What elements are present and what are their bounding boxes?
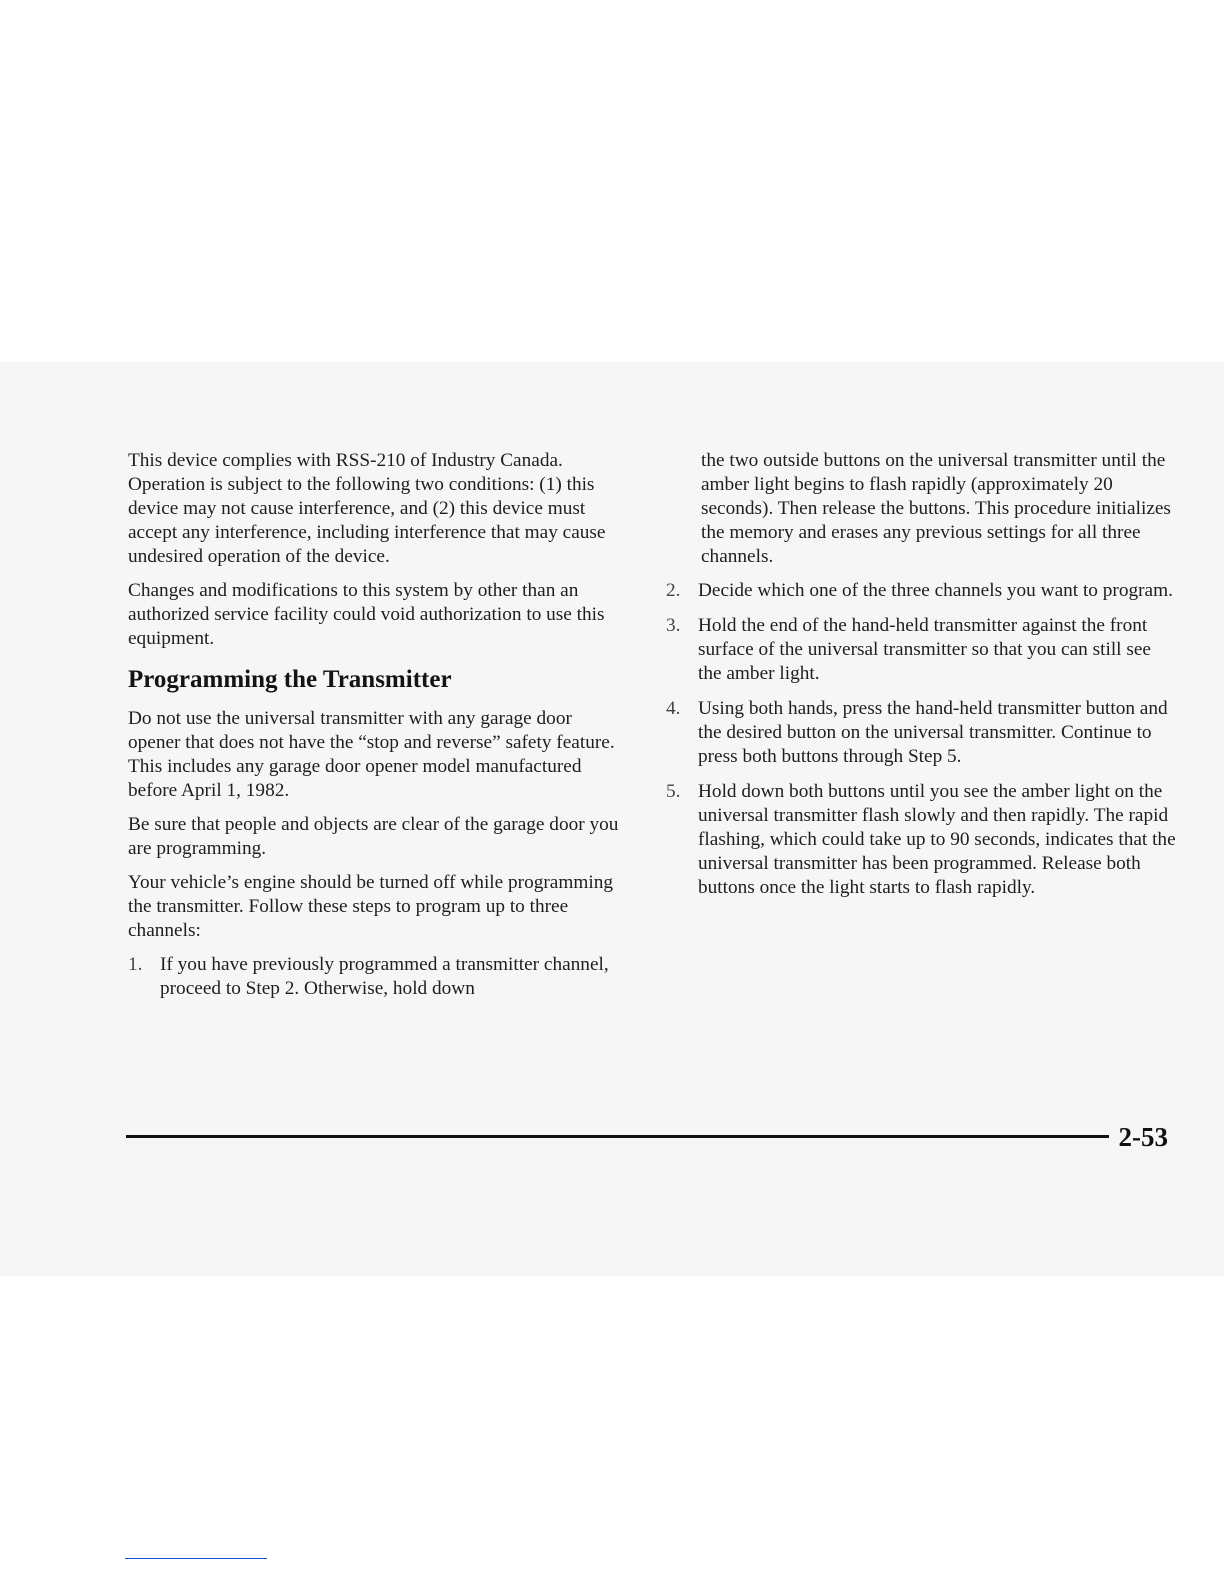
list-item-step-2 bbox=[666, 579, 1176, 603]
engine-off-paragraph: Your vehicle’s engine should be turned off while programming the transmitter. Follow these steps to program up to three channels: bbox=[128, 872, 613, 941]
step-text: If you have previously programmed a transmitter channel, proceed to Step 2. Otherwise, hold down bbox=[160, 954, 609, 999]
step-text: Decide which one of the three channels you want to program. bbox=[698, 580, 1173, 601]
step-number: 5. bbox=[666, 781, 681, 802]
step-text: Hold down both buttons until you see the amber light on the universal transmitter flash slowly and then rapidly. The rapid flashing, which could take up to 90 seconds, indicates that the universal transmitter has been programmed. Release both buttons once the light starts to flash rapidly. bbox=[698, 781, 1176, 898]
step-number: 4. bbox=[666, 698, 681, 719]
right-column bbox=[666, 449, 1176, 911]
section-heading: Programming the Transmitter bbox=[128, 666, 452, 693]
list-item-step-5 bbox=[666, 780, 1176, 900]
step-1-continued-text: the two outside buttons on the universal transmitter until the amber light begins to flash rapidly (approximately 20 seconds). Then release the buttons. This procedure initializes the memory and erases any previous settings for all three channels. bbox=[701, 450, 1171, 567]
clear-garage-paragraph: Be sure that people and objects are clear of the garage door you are programming. bbox=[128, 814, 619, 859]
list-item-step-4 bbox=[666, 697, 1176, 769]
step-text: Hold the end of the hand-held transmitter against the front surface of the universal transmitter so that you can still see the amber light. bbox=[698, 615, 1151, 684]
safety-feature-paragraph: Do not use the universal transmitter with any garage door opener that does not have the “stop and reverse” safety feature. This includes any garage door opener model manufactured before April 1, 1982. bbox=[128, 708, 615, 801]
footer-link-underline[interactable] bbox=[125, 1558, 267, 1559]
left-column bbox=[128, 449, 628, 1012]
footer-rule-divider bbox=[126, 1135, 1109, 1138]
compliance-paragraph: This device complies with RSS-210 of Industry Canada. Operation is subject to the following two conditions: (1) this device may not cause interference, and (2) this device must accept any interference, including interference that may cause undesired operation of the device. bbox=[128, 450, 606, 567]
list-item-step-1 bbox=[128, 953, 628, 1001]
list-item-step-3 bbox=[666, 614, 1176, 686]
step-number: 1. bbox=[128, 954, 143, 975]
step-number: 2. bbox=[666, 580, 681, 601]
modification-warning-paragraph: Changes and modifications to this system by other than an authorized service facility could void authorization to use this equipment. bbox=[128, 580, 605, 649]
step-text: Using both hands, press the hand-held transmitter button and the desired button on the universal transmitter. Continue to press both buttons through Step 5. bbox=[698, 698, 1168, 767]
page-number: 2-53 bbox=[1118, 1122, 1168, 1152]
step-number: 3. bbox=[666, 615, 681, 636]
